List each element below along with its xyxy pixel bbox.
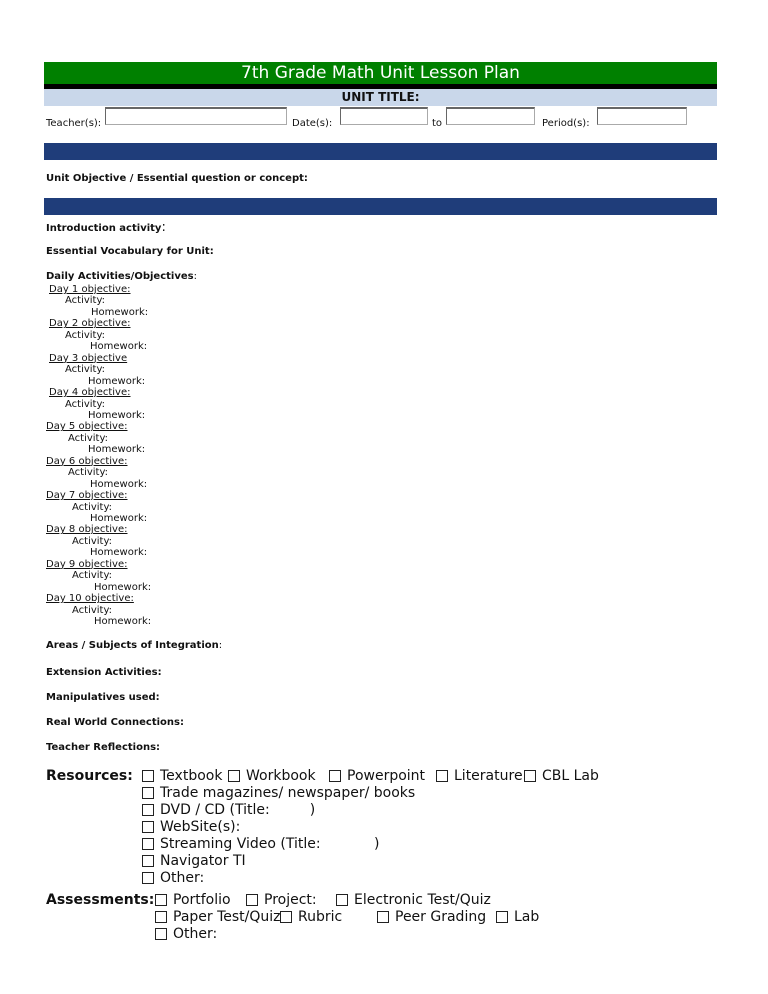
day-10-homework: Homework: [94, 616, 152, 628]
day-9-homework: Homework: [94, 581, 152, 593]
day-10-objective: Day 10 objective: [46, 593, 134, 605]
resource-option[interactable] [436, 768, 523, 784]
day-8-activity: Activity: [72, 535, 113, 547]
option-label: Paper Test/Quiz [173, 909, 281, 925]
day-8-homework: Homework: [90, 547, 148, 559]
option-label: CBL Lab [542, 768, 599, 784]
daily-heading [46, 271, 197, 282]
resource-option[interactable] [142, 853, 246, 869]
teacher-label: Teacher(s): [46, 118, 102, 129]
date-from-field[interactable] [340, 107, 428, 125]
daily-label: Daily Activities/Objectives [46, 271, 194, 282]
option-label: Lab [514, 909, 540, 925]
option-label: Portfolio [173, 892, 231, 908]
day-9-objective: Day 9 objective: [46, 558, 128, 570]
page-title: 7th Grade Math Unit Lesson Plan [44, 62, 717, 84]
option-label: WebSite(s): [160, 819, 241, 835]
checkbox[interactable] [436, 770, 448, 782]
option-label: Powerpoint [347, 768, 426, 784]
section-bar [44, 143, 717, 160]
integration-label: Areas / Subjects of Integration [46, 640, 219, 651]
checkbox[interactable] [329, 770, 341, 782]
assessment-option[interactable] [336, 892, 491, 908]
option-label: Rubric [298, 909, 343, 925]
resource-option[interactable] [524, 768, 599, 784]
assessment-option[interactable] [246, 892, 317, 908]
option-label: Literature [454, 768, 523, 784]
extension-heading: Extension Activities: [46, 667, 162, 678]
checkbox[interactable] [524, 770, 536, 782]
resource-option[interactable] [228, 768, 316, 784]
option-label: Streaming Video (Title: ) [160, 836, 380, 852]
resource-option[interactable] [142, 768, 222, 784]
day-1-activity: Activity: [65, 295, 106, 307]
day-1-objective: Day 1 objective: [49, 284, 131, 295]
unit-title-label: UNIT TITLE: [44, 89, 717, 106]
checkbox[interactable] [142, 821, 154, 833]
period-field[interactable] [597, 107, 687, 125]
manipulatives-heading: Manipulatives used: [46, 692, 160, 703]
option-label: Project: [264, 892, 317, 908]
colon: : [193, 271, 197, 282]
checkbox[interactable] [142, 855, 154, 867]
resource-option[interactable] [142, 802, 315, 818]
checkbox[interactable] [336, 894, 348, 906]
resource-option[interactable] [142, 819, 240, 835]
day-3-activity: Activity: [65, 364, 106, 376]
day-7-homework: Homework: [90, 513, 148, 524]
option-label: Navigator TI [160, 853, 246, 869]
colon: : [218, 640, 223, 651]
day-4-homework: Homework: [88, 409, 146, 421]
option-label: Electronic Test/Quiz [354, 892, 491, 908]
period-label: Period(s): [542, 118, 590, 129]
date-label: Date(s): [292, 118, 333, 129]
checkbox[interactable] [155, 911, 167, 923]
day-5-homework: Homework: [88, 444, 146, 456]
checkbox[interactable] [228, 770, 240, 782]
section-bar [44, 198, 717, 215]
checkbox[interactable] [246, 894, 258, 906]
day-3-homework: Homework: [88, 375, 146, 387]
day-9-activity: Activity: [72, 570, 113, 582]
date-to-field[interactable] [446, 107, 535, 125]
to-label: to [432, 118, 443, 129]
checkbox[interactable] [142, 770, 154, 782]
resource-option[interactable] [142, 785, 415, 801]
assessment-option[interactable] [280, 909, 342, 925]
checkbox[interactable] [142, 804, 154, 816]
option-label: Peer Grading [395, 909, 487, 925]
option-label: Textbook [160, 768, 223, 784]
checkbox[interactable] [496, 911, 508, 923]
day-7-activity: Activity: [72, 501, 113, 513]
option-label: Other: [160, 870, 205, 886]
day-6-activity: Activity: [68, 467, 109, 479]
checkbox[interactable] [377, 911, 389, 923]
introduction-heading [46, 220, 166, 235]
unit-objective-heading: Unit Objective / Essential question or concept: [46, 173, 308, 184]
resource-option[interactable] [142, 836, 379, 852]
option-label: DVD / CD (Title: ) [160, 802, 316, 818]
day-4-activity: Activity: [65, 398, 106, 410]
day-3-objective: Day 3 objective [49, 352, 128, 364]
day-6-homework: Homework: [90, 478, 148, 490]
assessment-option[interactable] [496, 909, 539, 925]
day-2-activity: Activity: [65, 329, 106, 341]
checkbox[interactable] [155, 928, 167, 940]
reflections-heading: Teacher Reflections: [46, 742, 161, 753]
assessment-option[interactable] [377, 909, 486, 925]
option-label: Trade magazines/ newspaper/ books [160, 785, 416, 801]
checkbox[interactable] [155, 894, 167, 906]
day-5-objective: Day 5 objective: [46, 421, 128, 433]
day-7-objective: Day 7 objective: [46, 490, 128, 502]
resource-option[interactable] [142, 870, 204, 886]
introduction-label: Introduction activity [46, 223, 162, 234]
checkbox[interactable] [142, 872, 154, 884]
day-10-activity: Activity: [72, 604, 113, 616]
day-8-objective: Day 8 objective: [46, 524, 128, 536]
checkbox[interactable] [280, 911, 292, 923]
checkbox[interactable] [142, 787, 154, 799]
day-4-objective: Day 4 objective: [49, 387, 131, 399]
assessment-option[interactable] [155, 909, 281, 925]
vocabulary-heading: Essential Vocabulary for Unit: [46, 246, 214, 257]
assessment-option[interactable] [155, 892, 231, 908]
option-label: Workbook [246, 768, 316, 784]
day-2-objective: Day 2 objective: [49, 318, 131, 330]
assessments-label: Assessments: [46, 892, 155, 908]
day-5-activity: Activity: [68, 432, 109, 444]
integration-heading [46, 640, 222, 651]
day-2-homework: Homework: [90, 341, 148, 353]
colon: : [161, 220, 166, 235]
day-1-homework: Homework: [91, 306, 149, 318]
checkbox[interactable] [142, 838, 154, 850]
day-6-objective: Day 6 objective: [46, 455, 128, 467]
teacher-field[interactable] [105, 107, 287, 125]
option-label: Other: [173, 926, 218, 942]
resources-label: Resources: [46, 768, 133, 784]
real-world-heading: Real World Connections: [46, 717, 184, 728]
assessment-option[interactable] [155, 926, 217, 942]
resource-option[interactable] [329, 768, 425, 784]
